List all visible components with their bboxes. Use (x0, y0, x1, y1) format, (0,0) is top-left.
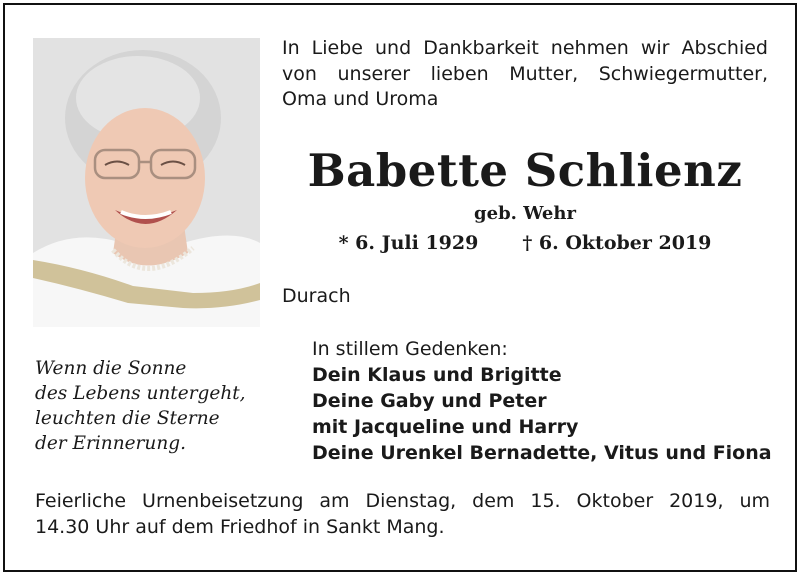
mourners-list (312, 336, 782, 466)
maiden-name: geb. Wehr (474, 203, 576, 224)
mourner-line: Dein Klaus und Brigitte (312, 364, 562, 386)
birth-date: * 6. Juli 1929 (338, 232, 479, 254)
life-dates (282, 232, 768, 254)
quote-line: Wenn die Sonne (35, 358, 187, 379)
intro-line: von unserer lieben Mutter, Schwiegermutter, (282, 62, 768, 85)
place-name: Durach (282, 285, 351, 307)
mourner-line: Deine Gaby und Peter (312, 390, 547, 412)
funeral-line: Feierliche Urnenbeisetzung am Dienstag, dem 15. Oktober 2019, um (35, 490, 770, 512)
funeral-notice (35, 488, 770, 540)
death-date: † 6. Oktober 2019 (522, 232, 712, 254)
mourners-label: In stillem Gedenken: (312, 338, 508, 360)
quote-line: des Lebens untergeht, (35, 383, 246, 404)
quote-line: leuchten die Sterne (35, 408, 220, 429)
intro-text (282, 36, 768, 113)
intro-line: In Liebe und Dankbarkeit nehmen wir Abschied (282, 37, 768, 59)
intro-line: Oma und Uroma (282, 88, 439, 110)
quote-line: der Erinnerung. (35, 433, 186, 454)
memorial-quote (35, 356, 275, 456)
mourner-line: Deine Urenkel Bernadette, Vitus und Fiona (312, 442, 772, 464)
deceased-name: Babette Schlienz (307, 144, 743, 197)
funeral-line: 14.30 Uhr auf dem Friedhof in Sankt Mang. (35, 516, 445, 538)
mourner-line: mit Jacqueline und Harry (312, 416, 579, 438)
portrait-photo (33, 38, 260, 327)
